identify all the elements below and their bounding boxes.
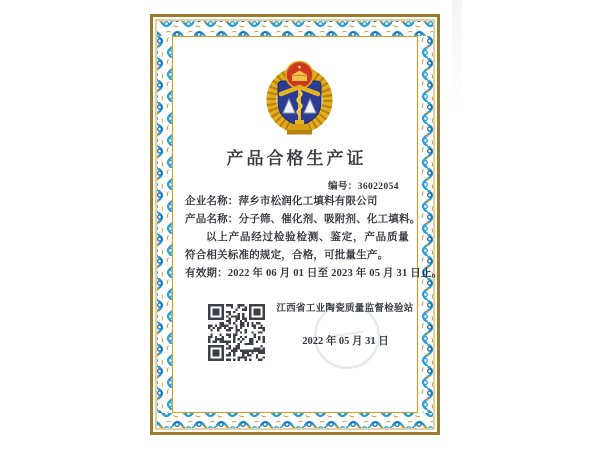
validity-value: 2022 年 06 月 01 日至 2023 年 05 月 31 日止。 (227, 268, 443, 279)
quality-supervision-emblem-icon (262, 58, 337, 138)
enterprise-name-value: 萍乡市松润化工填料有限公司 (238, 196, 378, 207)
serial-label: 编号： (328, 182, 358, 192)
qr-code (208, 304, 265, 361)
issuing-station: 江西省工业陶瓷质量监督检验站 (276, 304, 414, 314)
enterprise-name-row (185, 193, 409, 211)
conformity-statement: 以上产品经过检验检测、鉴定，产品质量符合相关标准的规定，合格，可批量生产。 (185, 232, 409, 261)
product-name-row (185, 211, 421, 229)
enterprise-name-label: 企业名称： (185, 196, 239, 207)
certificate (150, 14, 443, 435)
certificate-content (150, 14, 443, 435)
certificate-title: 产品合格生产证 (226, 149, 367, 168)
serial-number (328, 178, 399, 192)
validity-row (185, 265, 443, 283)
serial-value: 36022054 (357, 182, 399, 192)
scan-edge-shade (452, 0, 462, 120)
validity-label: 有效期： (185, 268, 228, 279)
issue-date: 2022 年 05 月 31 日 (302, 336, 389, 347)
product-name-value: 分子筛、催化剂、吸附剂、化工填料。 (238, 214, 421, 225)
product-name-label: 产品名称： (185, 214, 239, 225)
